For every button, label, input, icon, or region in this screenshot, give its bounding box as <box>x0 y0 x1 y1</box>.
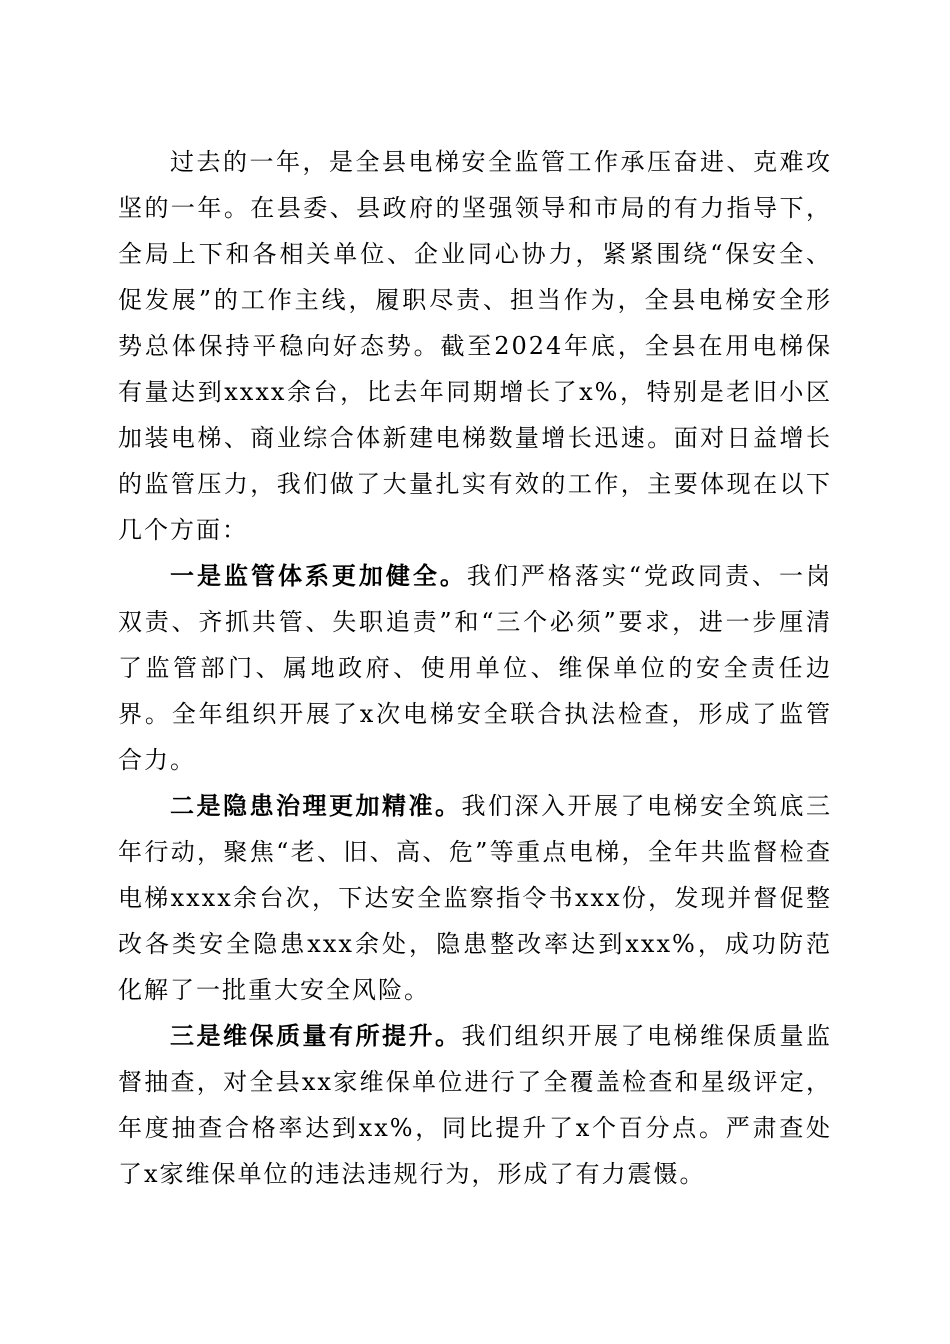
section-lead-3: 三是维保质量有所提升。 <box>170 1022 462 1050</box>
intro-text: 过去的一年，是全县电梯安全监管工作承压奋进、克难攻坚的一年。在县委、县政府的坚强领导和市局的有力指导下，全局上下和各相关单位、企业同心协力，紧紧围绕“保安全、促发展”的工作主线，履职尽责、担当作为，全县电梯安全形势总体保持平稳向好态势。截至2024年底，全县在用电梯保有量达到xxxx余台，比去年同期增长了x%，特别是老旧小区加装电梯、商业综合体新建电梯数量增长迅速。面对日益增长的监管压力，我们做了大量扎实有效的工作，主要体现在以下几个方面： <box>118 148 832 544</box>
section-paragraph-3 <box>118 1013 832 1197</box>
intro-paragraph <box>118 139 832 553</box>
section-lead-1: 一是监管体系更加健全。 <box>170 562 467 590</box>
section-paragraph-2 <box>118 783 832 1013</box>
document-body <box>118 139 832 1197</box>
section-body-1: 我们严格落实“党政同责、一岗双责、齐抓共管、失职追责”和“三个必须”要求，进一步厘清了监管部门、属地政府、使用单位、维保单位的安全责任边界。全年组织开展了x次电梯安全联合执法检查，形成了监管合力。 <box>118 562 832 774</box>
section-lead-2: 二是隐患治理更加精准。 <box>170 792 462 820</box>
section-paragraph-1 <box>118 553 832 783</box>
section-body-3: 我们组织开展了电梯维保质量监督抽查，对全县xx家维保单位进行了全覆盖检查和星级评定，年度抽查合格率达到xx%，同比提升了x个百分点。严肃查处了x家维保单位的违法违规行为，形成了有力震慑。 <box>118 1022 832 1188</box>
section-body-2: 我们深入开展了电梯安全筑底三年行动，聚焦“老、旧、高、危”等重点电梯，全年共监督检查电梯xxxx余台次，下达安全监察指令书xxx份，发现并督促整改各类安全隐患xxx余处，隐患整改率达到xxx%，成功防范化解了一批重大安全风险。 <box>118 792 832 1004</box>
